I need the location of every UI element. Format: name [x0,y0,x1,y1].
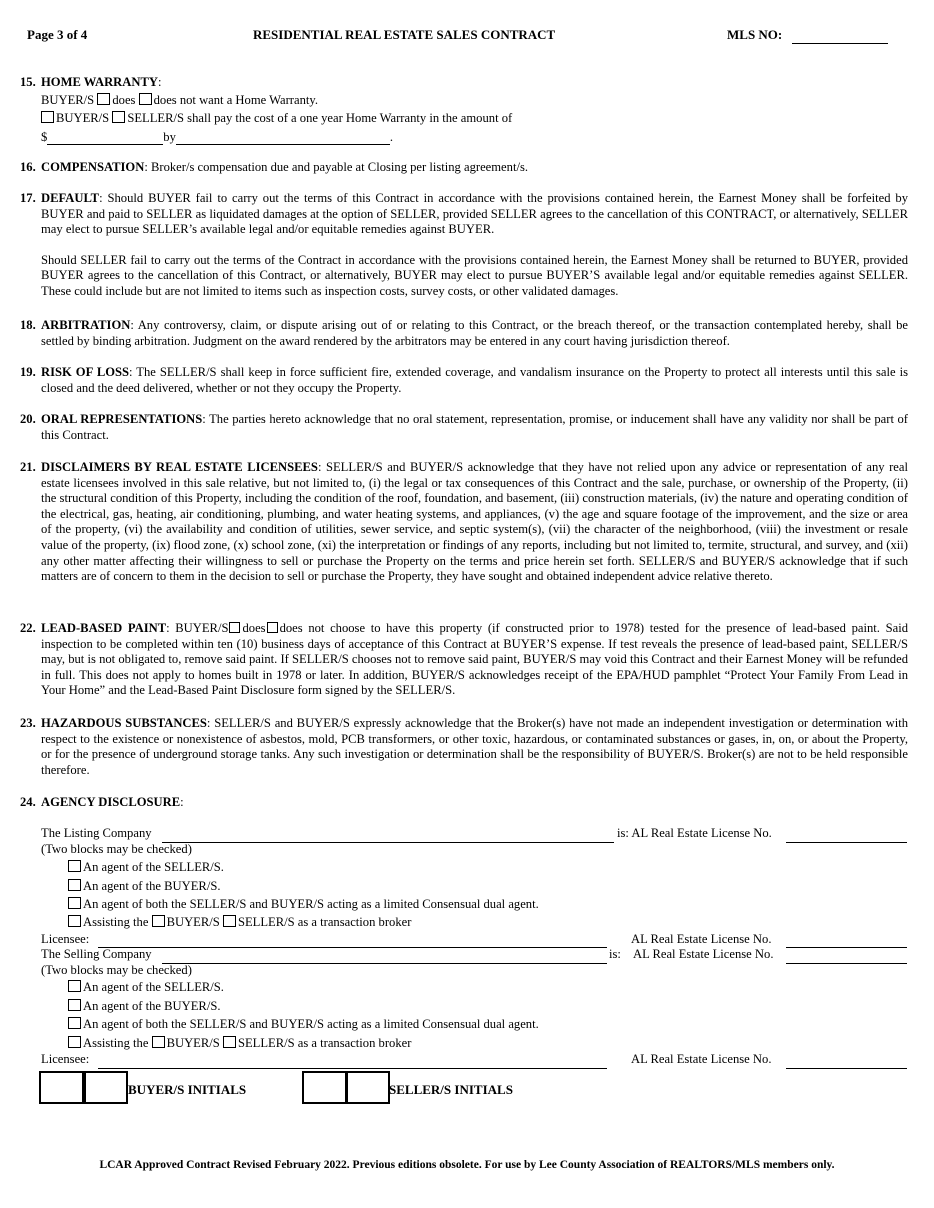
lead-paint-does-checkbox[interactable] [229,622,240,633]
section-24-agency-disclosure [20,795,908,811]
section-23-hazardous-substances [20,716,908,778]
section-15-home-warranty [20,75,908,145]
selling-company-field[interactable] [162,963,607,964]
warranty-does-checkbox[interactable] [97,93,110,105]
selling-assist-seller-checkbox[interactable] [223,1036,236,1048]
section-title: DISCLAIMERS BY REAL ESTATE LICENSEES [41,460,318,474]
listing-assist-seller-checkbox[interactable] [223,915,236,927]
buyer-label: BUYER/S [56,111,110,126]
section-title: RISK OF LOSS [41,365,130,379]
footer-note: LCAR Approved Contract Revised February 2022. Previous editions obsolete. For use by Lee County Association of REALTORS/MLS members only. [99,1159,835,1171]
section-number: 15. [20,75,36,89]
option-label: An agent of the BUYER/S. [83,999,221,1013]
selling-licensee-license-label: AL Real Estate License No. [631,1052,772,1066]
section-title: COMPENSATION [41,160,145,174]
section-18-arbitration [20,318,908,349]
section-title: AGENCY DISCLOSURE [41,795,181,809]
does-not-label: does not want a Home Warranty. [153,92,319,107]
selling-is-label: is: [609,947,621,961]
section-19-risk-of-loss [20,365,908,396]
option-label: An agent of the BUYER/S. [83,879,221,893]
section-text-2: Should SELLER fail to carry out the terms of the Contract in accordance with the provisions contained herein, the Earnest Money shall be returned to BUYER, provided BUYER agrees to the cancellation of this Contract, or alternatively, BUYER may elect to pursue BUYER’S available legal and/or equitable remedies against SELLER. These could include but are not limited to items such as inspection costs, survey costs, or other validated damages. [41,252,908,298]
option-label: Assisting the [83,915,149,929]
does-label: does [242,621,266,635]
listing-license-field[interactable] [786,842,907,843]
warranty-amount-field[interactable] [47,131,163,145]
buyer-label: : BUYER/S [166,621,229,635]
section-16-compensation [20,160,908,176]
document-title: RESIDENTIAL REAL ESTATE SALES CONTRACT [253,27,556,42]
section-number: 19. [20,365,36,379]
option-label: An agent of both the SELLER/S and BUYER/S acting as a limited Consensual dual agent. [83,897,539,911]
listing-licensee-license-field[interactable] [786,947,907,948]
seller-initials-box-1[interactable] [302,1071,347,1104]
buyer-initials-label: BUYER/S INITIALS [128,1082,247,1097]
dollar-sign: $ [41,129,48,144]
listing-option-buyer-agent[interactable] [68,879,220,895]
section-21-disclaimers [20,460,908,585]
option-label: SELLER/S as a transaction broker [237,915,412,929]
selling-option-dual-agent[interactable] [68,1017,539,1033]
listing-licensee-license-label: AL Real Estate License No. [631,932,772,946]
section-text: : Should BUYER fail to carry out the terms of this Contract in accordance with the provisions contained herein, the Earnest Money shall be forfeited by BUYER and paid to SELLER as liquidated damages at the option of SELLER, provided SELLER agrees to the cancellation of this CONTRACT, or alternatively, SELLER may elect to pursue SELLER’s available legal and/or equitable remedies against BUYER. [41,191,908,237]
section-text: does not choose to have this property (if constructed prior to 1978) tested for the presence of lead-based paint. Said inspection to be completed within ten (10) business days of acceptance of this Contract at BUYER’S expense. If test reveals the presence of lead-based paint, SELLER/S may, but is not obligated to, remove said paint. If SELLER/S chooses not to remove said paint, BUYER/S may void this Contract and their Earnest Money will be refunded in full. This does not apply to homes built in 1978 or later. In addition, BUYER/S acknowledges receipt of the EPA/HUD pamphlet “Protect Your Family From Lead in Your Home” and the Lead-Based Paint Disclosure form signed by the SELLER/S. [41,621,908,698]
page-number: Page 3 of 4 [27,27,88,42]
section-number: 20. [20,412,36,426]
buyer-initials-box-2[interactable] [84,1071,128,1104]
warranty-by-field[interactable] [176,131,390,145]
section-text: : SELLER/S and BUYER/S expressly acknowledge that the Broker(s) have not made an independent investigation or determination with respect to the existence or nonexistence of asbestos, mold, PCB transformers, or other toxic, hazardous, or contaminated substances or gases, in, on, or about the Property, or for the presence of underground storage tanks. Any such investigation or determination shall be the responsibility of BUYER/S. Broker(s) are not to be held responsible therefore. [41,716,908,777]
listing-seller-agent-checkbox[interactable] [68,860,81,872]
listing-option-dual-agent[interactable] [68,897,539,913]
listing-buyer-agent-checkbox[interactable] [68,879,81,891]
mls-label: MLS NO: [727,27,783,42]
option-label: SELLER/S as a transaction broker [237,1036,412,1050]
section-title: ARBITRATION [41,318,131,332]
selling-licensee-label: Licensee: [41,1052,90,1066]
selling-company-label: The Selling Company [41,947,152,961]
section-title: ORAL REPRESENTATIONS [41,412,203,426]
warranty-seller-pays-checkbox[interactable] [112,111,125,123]
listing-assist-buyer-checkbox[interactable] [152,915,165,927]
warranty-buyer-pays-checkbox[interactable] [41,111,54,123]
warranty-does-not-checkbox[interactable] [139,93,152,105]
buyer-label: BUYER/S [166,915,220,929]
section-text: : Any controversy, claim, or dispute arising out of or relating to this Contract, or the breach thereof, or the transaction contemplated hereby, shall be settled by binding arbitration. Judgment on the award rendered by the arbitrators may be entered in any court having jurisdiction thereof. [41,318,908,348]
section-number: 22. [20,621,36,635]
two-blocks-note: (Two blocks may be checked) [41,842,192,856]
section-17-default [20,191,908,300]
listing-option-seller-agent[interactable] [68,860,224,876]
seller-initials-label: SELLER/S INITIALS [389,1082,513,1097]
section-text: : The SELLER/S shall keep in force sufficient fire, extended coverage, and vandalism insurance on the Property to protect all interests until this sale is closed and the deed delivered, whether or not they occupy the Property. [41,365,908,395]
section-text: : The parties hereto acknowledge that no oral statement, representation, promise, or inducement shall have any validity nor shall be part of this Contract. [41,412,908,442]
section-number: 21. [20,460,36,474]
seller-initials-box-2[interactable] [346,1071,390,1104]
listing-licensee-label: Licensee: [41,932,90,946]
lead-paint-does-not-checkbox[interactable] [267,622,278,633]
colon: : [157,75,162,89]
section-number: 23. [20,716,36,730]
section-22-lead-based-paint [20,621,908,699]
by-label: by [163,129,176,144]
selling-licensee-field[interactable] [98,1068,607,1069]
selling-seller-agent-checkbox[interactable] [68,980,81,992]
buyer-initials-box-1[interactable] [39,1071,84,1104]
section-title: HAZARDOUS SUBSTANCES [41,716,207,730]
section-number: 24. [20,795,36,809]
selling-option-buyer-agent[interactable] [68,999,220,1015]
section-text: : Broker/s compensation due and payable at Closing per listing agreement/s. [144,160,528,174]
listing-dual-agent-checkbox[interactable] [68,897,81,909]
colon: : [180,795,184,809]
section-text: : SELLER/S and BUYER/S acknowledge that they have not relied upon any advice or representation of any real estate licensees involved in this sale relative, but not limited to, (i) the legal or tax consequences of this Contract and the sale, purchase, or ownership of the Property, (ii) the structural condition of this Property, including the condition of the roof, foundation, and basement, (iii) construction materials, (iv) the nature and operating condition of the electrical, gas, heating, air conditioning, plumbing, and water heating systems, and appliances, (v) the age and square footage of the improvement, and the size or area of the property, (vi) the availability and condition of utilities, sewer service, and septic system(s), (vii) the character of the neighborhood, (viii) the investment or resale value of the property, (ix) flood zone, (x) school zone, (xi) the interpretation or findings of any reports, including but not limited to, termite, structural, and survey, and (xii) any other matter affecting their willingness to sell or purchase the Property on the terms and price herein set forth. SELLER/S and BUYER/S acknowledge that if such matters are of concern to them in the decision to sell or purchase the Property, they have sought and obtained independent advice relative thereto. [41,460,908,584]
section-number: 16. [20,160,36,174]
selling-license-field[interactable] [786,963,907,964]
listing-option-transaction-broker[interactable] [68,915,411,931]
buyer-label: BUYER/S [41,92,95,107]
option-label: Assisting the [83,1036,149,1050]
selling-buyer-agent-checkbox[interactable] [68,999,81,1011]
section-number: 17. [20,191,36,205]
section-title: LEAD-BASED PAINT [41,621,167,635]
selling-transaction-broker-checkbox[interactable] [68,1036,81,1048]
buyer-label: BUYER/S [166,1036,220,1050]
two-blocks-note: (Two blocks may be checked) [41,963,192,977]
warranty-cost-text: SELLER/S shall pay the cost of a one year Home Warranty in the amount of [127,111,513,126]
option-label: An agent of the SELLER/S. [83,860,224,874]
listing-license-label: is: AL Real Estate License No. [617,826,772,840]
option-label: An agent of both the SELLER/S and BUYER/S acting as a limited Consensual dual agent. [83,1017,539,1031]
selling-option-seller-agent[interactable] [68,980,224,996]
mls-number-field[interactable] [792,43,888,44]
section-number: 18. [20,318,36,332]
does-label: does [112,92,136,107]
period: . [389,129,394,144]
listing-licensee-field[interactable] [98,947,607,948]
selling-dual-agent-checkbox[interactable] [68,1017,81,1029]
section-title: DEFAULT [41,191,100,205]
selling-option-transaction-broker[interactable] [68,1036,411,1052]
listing-company-label: The Listing Company [41,826,152,840]
section-20-oral-representations [20,412,908,443]
selling-licensee-license-field[interactable] [786,1068,907,1069]
option-label: An agent of the SELLER/S. [83,980,224,994]
section-title: HOME WARRANTY [41,75,158,89]
listing-company-field[interactable] [162,842,614,843]
selling-assist-buyer-checkbox[interactable] [152,1036,165,1048]
listing-transaction-broker-checkbox[interactable] [68,915,81,927]
selling-license-label: AL Real Estate License No. [633,947,774,961]
